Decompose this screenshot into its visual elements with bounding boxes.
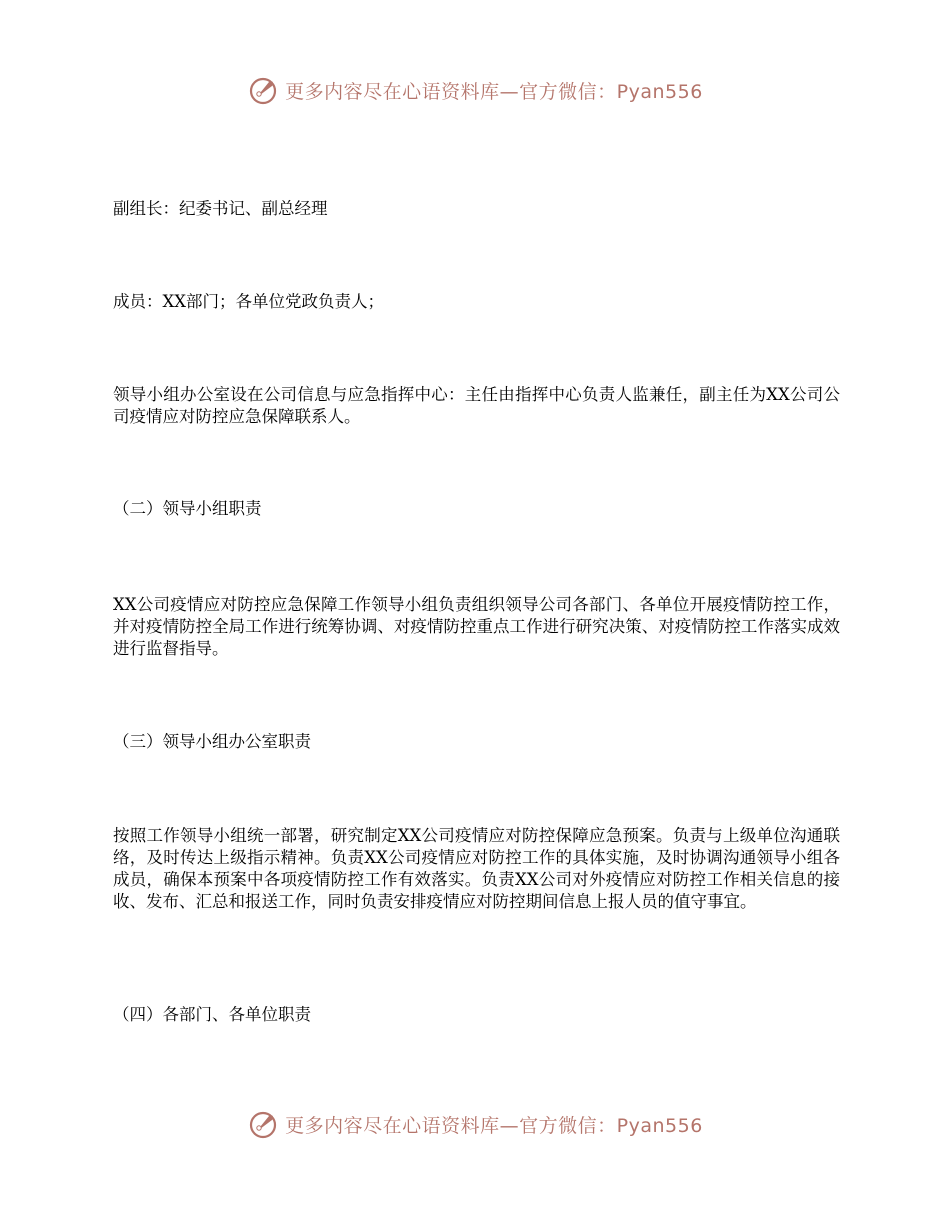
paragraph-members: 成员：XX部门；各单位党政负责人；	[113, 292, 384, 311]
heading-office-duties: （三）领导小组办公室职责	[113, 732, 311, 751]
header-banner-text: 更多内容尽在心语资料库—官方微信：Pyan556	[285, 80, 703, 103]
paragraph-office-duties: 按照工作领导小组统一部署，研究制定XX公司疫情应对防控保障应急预案。负责与上级单位沟通联络，及时传达上级指示精神。负责XX公司疫情应对防控工作的具体实施，及时协调沟通领导小组各成员，确保本预案中各项疫情防控工作有效落实。负责XX公司对外疫情应对防控工作相关信息的接收、发布、汇总和报送工作，同时负责安排疫情应对防控期间信息上报人员的值守事宜。	[113, 826, 840, 911]
footer-banner	[0, 1104, 950, 1144]
paragraph-deputy-leaders: 副组长：纪委书记、副总经理	[113, 199, 328, 218]
heading-department-duties: （四）各部门、各单位职责	[113, 1005, 311, 1024]
feather-quill-logo-icon	[247, 1108, 279, 1140]
heading-leading-group-duties: （二）领导小组职责	[113, 499, 262, 518]
feather-quill-logo-icon	[247, 74, 279, 106]
footer-banner-text: 更多内容尽在心语资料库—官方微信：Pyan556	[285, 1114, 703, 1137]
header-banner	[0, 70, 950, 110]
paragraph-leading-group-duties: XX公司疫情应对防控应急保障工作领导小组负责组织领导公司各部门、各单位开展疫情防控工作，并对疫情防控全局工作进行统筹协调、对疫情防控重点工作进行研究决策、对疫情防控工作落实成效进行监督指导。	[113, 595, 840, 658]
paragraph-office-setup: 领导小组办公室设在公司信息与应急指挥中心：主任由指挥中心负责人监兼任，副主任为XX公司公司疫情应对防控应急保障联系人。	[113, 385, 840, 426]
